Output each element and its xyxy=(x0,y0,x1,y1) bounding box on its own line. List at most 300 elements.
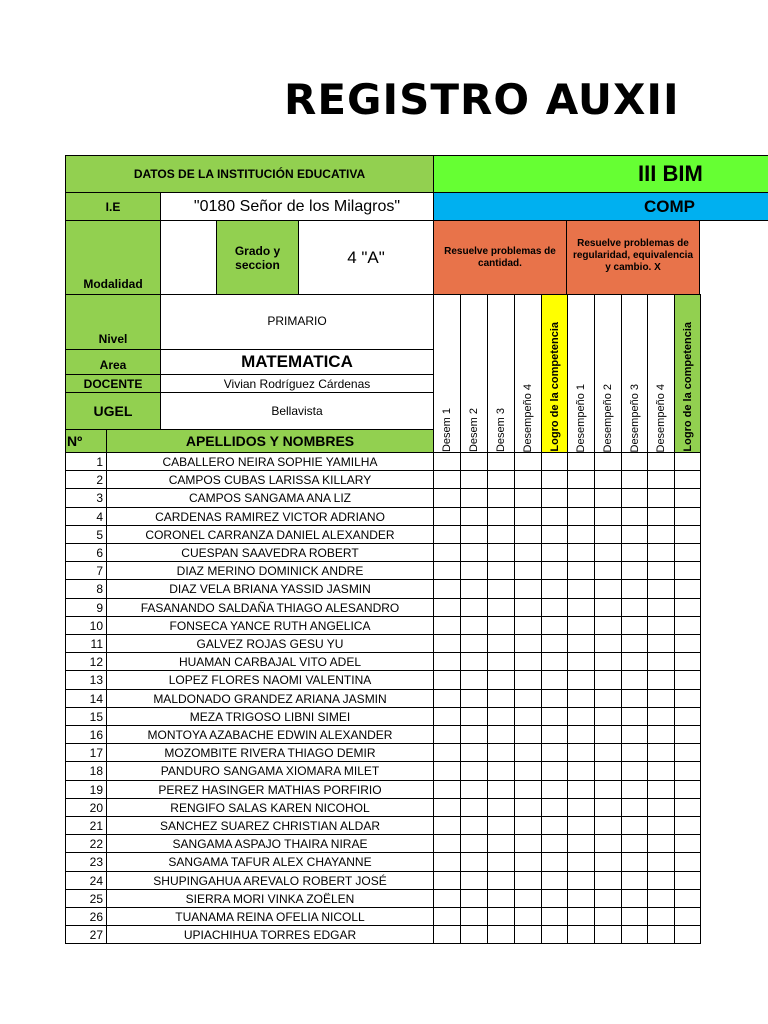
grade-cell[interactable] xyxy=(541,616,568,635)
grade-cell[interactable] xyxy=(541,634,568,653)
grade-cell[interactable] xyxy=(487,488,515,508)
grade-cell[interactable] xyxy=(433,652,461,671)
grade-cell[interactable] xyxy=(541,652,568,671)
grade-cell[interactable] xyxy=(647,670,675,690)
grade-cell[interactable] xyxy=(541,816,568,835)
grade-cell[interactable] xyxy=(433,561,461,580)
grade-cell[interactable] xyxy=(621,507,648,526)
grade-cell[interactable] xyxy=(594,925,622,944)
grade-cell[interactable] xyxy=(487,816,515,835)
grade-cell[interactable] xyxy=(460,670,488,690)
grade-cell[interactable] xyxy=(647,871,675,890)
grade-cell[interactable] xyxy=(433,689,461,708)
grade-cell[interactable] xyxy=(514,907,542,926)
grade-cell[interactable] xyxy=(674,743,701,762)
grade-cell[interactable] xyxy=(541,743,568,762)
grade-cell[interactable] xyxy=(594,743,622,762)
grade-cell[interactable] xyxy=(647,652,675,671)
grade-cell[interactable] xyxy=(621,470,648,489)
grade-cell[interactable] xyxy=(433,470,461,489)
grade-cell[interactable] xyxy=(487,907,515,926)
grade-cell[interactable] xyxy=(621,834,648,853)
grade-cell[interactable] xyxy=(541,470,568,489)
grade-cell[interactable] xyxy=(674,725,701,744)
grade-cell[interactable] xyxy=(647,507,675,526)
grade-cell[interactable] xyxy=(594,634,622,653)
grade-cell[interactable] xyxy=(487,452,515,471)
grade-cell[interactable] xyxy=(460,689,488,708)
grade-cell[interactable] xyxy=(514,707,542,726)
grade-cell[interactable] xyxy=(460,743,488,762)
student-name: CAMPOS CUBAS LARISSA KILLARY xyxy=(106,470,434,489)
performance-column-header xyxy=(433,294,461,453)
grade-cell[interactable] xyxy=(514,561,542,580)
grade-cell[interactable] xyxy=(433,761,461,781)
grade-cell[interactable] xyxy=(487,561,515,580)
grade-cell[interactable] xyxy=(567,634,595,653)
grade-cell[interactable] xyxy=(567,834,595,853)
performance-column-header xyxy=(674,294,701,453)
nivel-value: PRIMARIO xyxy=(160,294,434,350)
student-number: 22 xyxy=(65,834,107,853)
grade-cell[interactable] xyxy=(647,761,675,781)
grade-cell[interactable] xyxy=(674,798,701,817)
grade-cell[interactable] xyxy=(541,543,568,562)
student-number: 21 xyxy=(65,816,107,835)
grade-cell[interactable] xyxy=(647,579,675,599)
grade-cell[interactable] xyxy=(567,689,595,708)
grade-cell[interactable] xyxy=(621,925,648,944)
grade-cell[interactable] xyxy=(647,543,675,562)
grade-cell[interactable] xyxy=(621,816,648,835)
grade-cell[interactable] xyxy=(674,543,701,562)
grade-cell[interactable] xyxy=(514,616,542,635)
grade-cell[interactable] xyxy=(594,670,622,690)
modalidad-value xyxy=(160,220,217,295)
grade-cell[interactable] xyxy=(541,561,568,580)
grade-cell[interactable] xyxy=(594,488,622,508)
grade-cell[interactable] xyxy=(621,743,648,762)
grade-cell[interactable] xyxy=(514,852,542,872)
grade-cell[interactable] xyxy=(460,761,488,781)
grade-cell[interactable] xyxy=(460,470,488,489)
grade-cell[interactable] xyxy=(433,579,461,599)
performance-column-header xyxy=(567,294,595,453)
grade-cell[interactable] xyxy=(674,925,701,944)
grade-cell[interactable] xyxy=(674,780,701,799)
grade-cell[interactable] xyxy=(514,925,542,944)
grade-cell[interactable] xyxy=(594,561,622,580)
grade-cell[interactable] xyxy=(460,488,488,508)
grade-cell[interactable] xyxy=(621,616,648,635)
grade-cell[interactable] xyxy=(541,907,568,926)
grade-cell[interactable] xyxy=(541,452,568,471)
grade-cell[interactable] xyxy=(433,634,461,653)
grade-cell[interactable] xyxy=(621,543,648,562)
grade-cell[interactable] xyxy=(514,689,542,708)
institution-header: DATOS DE LA INSTITUCIÓN EDUCATIVA xyxy=(65,155,434,193)
grade-cell[interactable] xyxy=(514,598,542,617)
grade-cell[interactable] xyxy=(567,561,595,580)
grade-cell[interactable] xyxy=(567,798,595,817)
grade-cell[interactable] xyxy=(647,725,675,744)
grade-cell[interactable] xyxy=(541,525,568,544)
grade-cell[interactable] xyxy=(594,761,622,781)
grade-cell[interactable] xyxy=(594,707,622,726)
grade-cell[interactable] xyxy=(594,852,622,872)
grade-cell[interactable] xyxy=(621,452,648,471)
grade-cell[interactable] xyxy=(674,561,701,580)
grade-cell[interactable] xyxy=(433,543,461,562)
grade-cell[interactable] xyxy=(647,743,675,762)
grade-cell[interactable] xyxy=(567,470,595,489)
grade-cell[interactable] xyxy=(460,871,488,890)
grade-cell[interactable] xyxy=(594,507,622,526)
grade-cell[interactable] xyxy=(460,707,488,726)
grade-cell[interactable] xyxy=(514,470,542,489)
student-number: 18 xyxy=(65,761,107,781)
grade-cell[interactable] xyxy=(567,670,595,690)
grade-cell[interactable] xyxy=(594,780,622,799)
grade-cell[interactable] xyxy=(674,488,701,508)
grade-cell[interactable] xyxy=(460,616,488,635)
grade-cell[interactable] xyxy=(460,925,488,944)
grade-cell[interactable] xyxy=(594,543,622,562)
grade-cell[interactable] xyxy=(594,725,622,744)
grade-cell[interactable] xyxy=(433,616,461,635)
grade-cell[interactable] xyxy=(433,780,461,799)
grade-cell[interactable] xyxy=(514,507,542,526)
grade-cell[interactable] xyxy=(433,707,461,726)
grade-cell[interactable] xyxy=(621,598,648,617)
grade-cell[interactable] xyxy=(433,743,461,762)
grade-cell[interactable] xyxy=(487,871,515,890)
grade-cell[interactable] xyxy=(567,816,595,835)
grade-cell[interactable] xyxy=(487,470,515,489)
grade-cell[interactable] xyxy=(567,543,595,562)
grade-cell[interactable] xyxy=(514,780,542,799)
student-number: 13 xyxy=(65,670,107,690)
num-header: Nº xyxy=(65,429,107,453)
grade-cell[interactable] xyxy=(514,725,542,744)
grade-cell[interactable] xyxy=(541,725,568,744)
grade-cell[interactable] xyxy=(541,798,568,817)
grade-cell[interactable] xyxy=(460,579,488,599)
grade-cell[interactable] xyxy=(460,816,488,835)
grade-cell[interactable] xyxy=(514,743,542,762)
student-number: 16 xyxy=(65,725,107,744)
grade-cell[interactable] xyxy=(433,925,461,944)
grade-cell[interactable] xyxy=(433,525,461,544)
grade-cell[interactable] xyxy=(487,579,515,599)
grade-cell[interactable] xyxy=(647,470,675,489)
grade-cell[interactable] xyxy=(621,852,648,872)
grade-cell[interactable] xyxy=(487,670,515,690)
grade-cell[interactable] xyxy=(674,598,701,617)
grade-cell[interactable] xyxy=(674,834,701,853)
grade-cell[interactable] xyxy=(514,816,542,835)
grade-cell[interactable] xyxy=(674,452,701,471)
docente-value: Vivian Rodríguez Cárdenas xyxy=(160,374,434,393)
grade-cell[interactable] xyxy=(621,907,648,926)
grade-cell[interactable] xyxy=(567,871,595,890)
grade-cell[interactable] xyxy=(594,907,622,926)
grade-cell[interactable] xyxy=(433,798,461,817)
grade-cell[interactable] xyxy=(567,907,595,926)
grade-cell[interactable] xyxy=(433,598,461,617)
grade-cell[interactable] xyxy=(647,852,675,872)
grade-cell[interactable] xyxy=(487,925,515,944)
grade-cell[interactable] xyxy=(433,852,461,872)
grade-cell[interactable] xyxy=(594,470,622,489)
grade-cell[interactable] xyxy=(460,907,488,926)
student-name: LOPEZ FLORES NAOMI VALENTINA xyxy=(106,670,434,690)
grade-cell[interactable] xyxy=(487,707,515,726)
grade-cell[interactable] xyxy=(433,670,461,690)
grade-cell[interactable] xyxy=(487,834,515,853)
grade-cell[interactable] xyxy=(487,798,515,817)
grade-cell[interactable] xyxy=(433,889,461,908)
grade-cell[interactable] xyxy=(541,670,568,690)
grade-cell[interactable] xyxy=(594,598,622,617)
grade-cell[interactable] xyxy=(460,634,488,653)
grade-cell[interactable] xyxy=(487,634,515,653)
grade-cell[interactable] xyxy=(647,907,675,926)
grade-cell[interactable] xyxy=(514,525,542,544)
grade-cell[interactable] xyxy=(460,598,488,617)
grade-cell[interactable] xyxy=(674,871,701,890)
grade-cell[interactable] xyxy=(460,543,488,562)
grade-cell[interactable] xyxy=(487,689,515,708)
grade-cell[interactable] xyxy=(621,634,648,653)
grade-cell[interactable] xyxy=(647,707,675,726)
grade-cell[interactable] xyxy=(674,525,701,544)
grade-cell[interactable] xyxy=(647,816,675,835)
grade-cell[interactable] xyxy=(487,507,515,526)
grade-cell[interactable] xyxy=(433,488,461,508)
grade-cell[interactable] xyxy=(674,616,701,635)
grade-cell[interactable] xyxy=(567,525,595,544)
grade-cell[interactable] xyxy=(647,889,675,908)
grade-cell[interactable] xyxy=(621,780,648,799)
grade-cell[interactable] xyxy=(567,761,595,781)
grade-cell[interactable] xyxy=(460,798,488,817)
grade-cell[interactable] xyxy=(541,507,568,526)
grade-cell[interactable] xyxy=(541,579,568,599)
student-number: 23 xyxy=(65,852,107,872)
grade-cell[interactable] xyxy=(514,871,542,890)
student-number: 26 xyxy=(65,907,107,926)
grade-cell[interactable] xyxy=(460,780,488,799)
grade-cell[interactable] xyxy=(487,598,515,617)
grade-cell[interactable] xyxy=(514,834,542,853)
grade-cell[interactable] xyxy=(514,543,542,562)
performance-column-label: Desem 3 xyxy=(495,407,507,452)
grade-cell[interactable] xyxy=(674,707,701,726)
grade-cell[interactable] xyxy=(647,452,675,471)
grade-cell[interactable] xyxy=(514,798,542,817)
grade-cell[interactable] xyxy=(433,452,461,471)
grade-cell[interactable] xyxy=(567,579,595,599)
grade-cell[interactable] xyxy=(621,761,648,781)
grade-cell[interactable] xyxy=(487,761,515,781)
grade-cell[interactable] xyxy=(647,488,675,508)
grade-cell[interactable] xyxy=(621,707,648,726)
performance-column-header xyxy=(487,294,515,453)
grade-cell[interactable] xyxy=(487,525,515,544)
grade-cell[interactable] xyxy=(487,616,515,635)
grade-cell[interactable] xyxy=(567,707,595,726)
grade-cell[interactable] xyxy=(647,525,675,544)
grade-cell[interactable] xyxy=(567,889,595,908)
grade-cell[interactable] xyxy=(674,689,701,708)
grade-cell[interactable] xyxy=(541,889,568,908)
grade-cell[interactable] xyxy=(674,889,701,908)
grade-cell[interactable] xyxy=(567,598,595,617)
grade-cell[interactable] xyxy=(567,743,595,762)
grade-cell[interactable] xyxy=(460,507,488,526)
grade-cell[interactable] xyxy=(541,707,568,726)
grade-cell[interactable] xyxy=(621,871,648,890)
grade-cell[interactable] xyxy=(433,507,461,526)
grade-cell[interactable] xyxy=(433,834,461,853)
grade-cell[interactable] xyxy=(594,889,622,908)
grade-cell[interactable] xyxy=(621,725,648,744)
grade-cell[interactable] xyxy=(567,852,595,872)
grade-cell[interactable] xyxy=(621,689,648,708)
grade-cell[interactable] xyxy=(674,634,701,653)
grade-cell[interactable] xyxy=(674,852,701,872)
grade-cell[interactable] xyxy=(647,834,675,853)
grade-cell[interactable] xyxy=(433,816,461,835)
grade-cell[interactable] xyxy=(487,743,515,762)
grade-cell[interactable] xyxy=(621,579,648,599)
grade-cell[interactable] xyxy=(541,598,568,617)
grade-cell[interactable] xyxy=(674,907,701,926)
grade-cell[interactable] xyxy=(460,834,488,853)
grade-cell[interactable] xyxy=(647,598,675,617)
grade-cell[interactable] xyxy=(647,689,675,708)
grade-cell[interactable] xyxy=(621,670,648,690)
grade-cell[interactable] xyxy=(541,689,568,708)
grade-cell[interactable] xyxy=(541,761,568,781)
grade-cell[interactable] xyxy=(487,652,515,671)
grade-cell[interactable] xyxy=(514,761,542,781)
grade-cell[interactable] xyxy=(514,889,542,908)
grade-cell[interactable] xyxy=(487,852,515,872)
grade-cell[interactable] xyxy=(621,652,648,671)
grade-cell[interactable] xyxy=(594,816,622,835)
grade-cell[interactable] xyxy=(594,452,622,471)
performance-column-label: Desempeño 1 xyxy=(575,383,587,452)
modalidad-label: Modalidad xyxy=(65,220,161,295)
grade-cell[interactable] xyxy=(514,670,542,690)
grade-cell[interactable] xyxy=(674,652,701,671)
grade-cell[interactable] xyxy=(674,507,701,526)
competency-regularidad-title: Resuelve problemas de regularidad, equivalencia y cambio. X xyxy=(566,220,700,295)
grade-cell[interactable] xyxy=(460,561,488,580)
grade-cell[interactable] xyxy=(433,871,461,890)
grade-cell[interactable] xyxy=(647,616,675,635)
grade-cell[interactable] xyxy=(514,634,542,653)
grade-cell[interactable] xyxy=(674,470,701,489)
grade-cell[interactable] xyxy=(567,925,595,944)
grade-cell[interactable] xyxy=(541,488,568,508)
grade-cell[interactable] xyxy=(621,525,648,544)
grade-cell[interactable] xyxy=(594,871,622,890)
grade-cell[interactable] xyxy=(594,616,622,635)
grade-cell[interactable] xyxy=(514,579,542,599)
grade-cell[interactable] xyxy=(647,925,675,944)
grade-cell[interactable] xyxy=(567,780,595,799)
grade-cell[interactable] xyxy=(567,616,595,635)
grade-cell[interactable] xyxy=(621,889,648,908)
grade-cell[interactable] xyxy=(567,488,595,508)
grade-cell[interactable] xyxy=(460,889,488,908)
grade-cell[interactable] xyxy=(487,780,515,799)
student-number: 24 xyxy=(65,871,107,890)
grade-cell[interactable] xyxy=(647,634,675,653)
grade-cell[interactable] xyxy=(594,689,622,708)
grade-cell[interactable] xyxy=(647,798,675,817)
grade-cell[interactable] xyxy=(594,798,622,817)
grade-cell[interactable] xyxy=(514,488,542,508)
grade-cell[interactable] xyxy=(433,725,461,744)
grade-cell[interactable] xyxy=(647,561,675,580)
grade-cell[interactable] xyxy=(647,780,675,799)
grade-cell[interactable] xyxy=(487,889,515,908)
student-number: 6 xyxy=(65,543,107,562)
grade-cell[interactable] xyxy=(460,525,488,544)
grade-cell[interactable] xyxy=(567,507,595,526)
grade-cell[interactable] xyxy=(567,452,595,471)
grade-cell[interactable] xyxy=(674,670,701,690)
grade-cell[interactable] xyxy=(460,725,488,744)
grade-cell[interactable] xyxy=(674,761,701,781)
grade-cell[interactable] xyxy=(541,925,568,944)
grade-cell[interactable] xyxy=(460,852,488,872)
grade-cell[interactable] xyxy=(460,452,488,471)
grade-cell[interactable] xyxy=(621,798,648,817)
grade-cell[interactable] xyxy=(541,834,568,853)
grade-cell[interactable] xyxy=(594,834,622,853)
grade-cell[interactable] xyxy=(541,780,568,799)
grade-cell[interactable] xyxy=(674,579,701,599)
grade-cell[interactable] xyxy=(594,652,622,671)
grade-cell[interactable] xyxy=(460,652,488,671)
grade-cell[interactable] xyxy=(567,652,595,671)
grade-cell[interactable] xyxy=(541,871,568,890)
grade-cell[interactable] xyxy=(621,561,648,580)
grade-cell[interactable] xyxy=(621,488,648,508)
grade-cell[interactable] xyxy=(594,525,622,544)
grade-cell[interactable] xyxy=(487,543,515,562)
grade-cell[interactable] xyxy=(433,907,461,926)
docente-label: DOCENTE xyxy=(65,374,161,393)
grade-cell[interactable] xyxy=(514,452,542,471)
performance-column-header xyxy=(647,294,675,453)
grade-cell[interactable] xyxy=(541,852,568,872)
grade-cell[interactable] xyxy=(514,652,542,671)
student-name: MOZOMBITE RIVERA THIAGO DEMIR xyxy=(106,743,434,762)
grade-cell[interactable] xyxy=(567,725,595,744)
student-name: MONTOYA AZABACHE EDWIN ALEXANDER xyxy=(106,725,434,744)
grade-cell[interactable] xyxy=(487,725,515,744)
student-name: SIERRA MORI VINKA ZOËLEN xyxy=(106,889,434,908)
performance-column-label: Desempeño 3 xyxy=(628,383,641,452)
grade-cell[interactable] xyxy=(674,816,701,835)
grade-cell[interactable] xyxy=(594,579,622,599)
